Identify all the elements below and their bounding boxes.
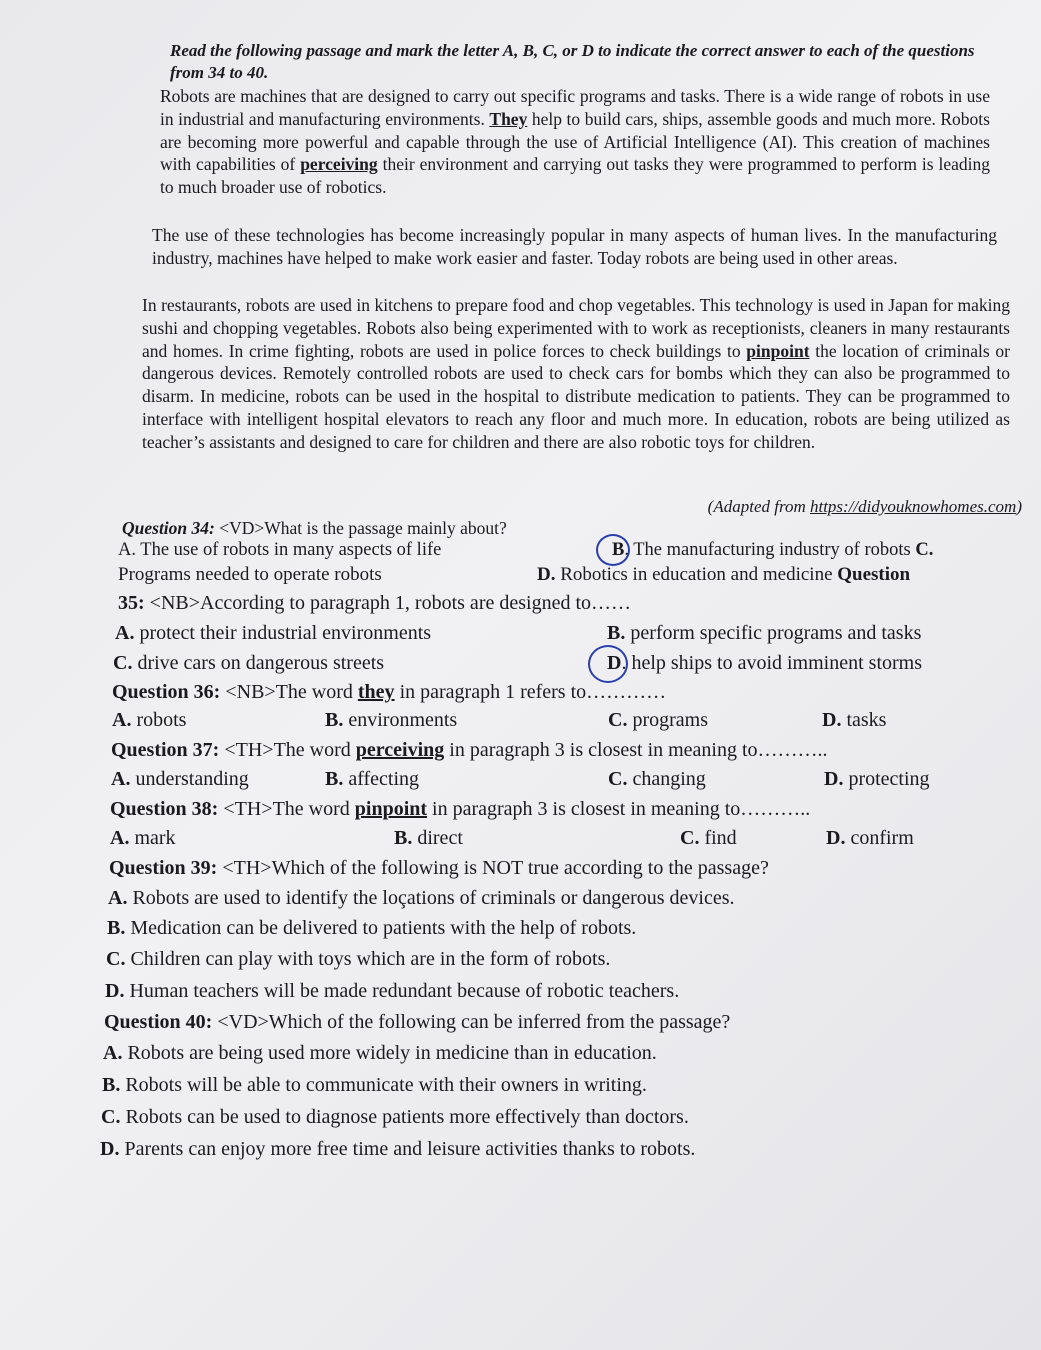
q35-c-text: drive cars on dangerous streets (132, 652, 385, 674)
q40-a-letter: A. (103, 1042, 123, 1064)
p1-text-c: their environment and carrying out tasks they were programmed to perform is leading to much broader use of robotics. (160, 154, 990, 198)
q36-d-letter: D. (822, 709, 842, 731)
q36-c-letter: C. (608, 709, 628, 731)
p3-text-a: In restaurants, robots are used in kitchens to prepare food and chop vegetables. This technology is used in Japan for making sushi and chopping vegetables. Robots also being experimented with to work as receptionists, cleaners in many restaurants and homes. In crime fighting, robots are used in police forces to check buildings to (142, 295, 1010, 361)
q34-option-b[interactable] (612, 537, 933, 563)
q34-b-letter: B (612, 540, 625, 560)
q39-c-letter: C. (106, 948, 126, 970)
q35-option-d[interactable] (607, 650, 922, 676)
q39-c-text: Children can play with toys which are in the form of robots. (125, 948, 611, 970)
q35-option-b[interactable] (607, 620, 921, 646)
q37-label: Question 37: (111, 739, 220, 761)
q36-c-text: programs (627, 709, 708, 731)
q37-b-text: affecting (343, 768, 420, 790)
passage-paragraph-2: The use of these technologies has become increasingly popular in many aspects of human lives. In the manufacturing industry, machines have helped to make work easier and faster. Today robots are being used in other areas. (152, 225, 997, 268)
q36-a-text: robots (131, 709, 187, 731)
q36-option-c[interactable] (608, 707, 708, 733)
q40-d-letter: D. (100, 1138, 120, 1160)
q38-label: Question 38: (110, 798, 219, 820)
q40-b-text: Robots will be able to communicate with their owners in writing. (120, 1074, 647, 1096)
q36-option-d[interactable] (822, 707, 886, 733)
question-36 (112, 679, 666, 705)
q38-word: pinpoint (354, 798, 428, 820)
p1-text-b: help to build cars, ships, assemble goods and much more. Robots are becoming more powerful and capable through the use of Artificial Intelligence (AI). This creation of machines with capabilities of (160, 108, 990, 175)
q40-c-letter: C. (101, 1106, 121, 1128)
q40-c-text: Robots can be used to diagnose patients more effectively than doctors. (120, 1106, 689, 1128)
q38-d-letter: D. (826, 827, 846, 849)
q35-b-text: perform specific programs and tasks (625, 622, 922, 644)
q35-option-a[interactable] (115, 620, 431, 646)
q40-option-c[interactable] (101, 1104, 689, 1130)
q34-label: Question 34: (122, 518, 215, 538)
q39-option-c[interactable] (106, 946, 610, 972)
q39-option-b[interactable] (107, 915, 636, 941)
q40-option-a[interactable] (103, 1040, 657, 1066)
q37-option-d[interactable] (824, 766, 930, 792)
q34-c-letter: C. (915, 540, 934, 560)
q40-a-text: Robots are being used more widely in medicine than in education. (122, 1042, 657, 1064)
q37-stem-b: in paragraph 3 is closest in meaning to……….. (444, 739, 828, 761)
q39-b-letter: B. (107, 917, 126, 939)
q38-stem-b: in paragraph 3 is closest in meaning to……….. (427, 798, 811, 820)
q35-label-b: 35: (118, 592, 145, 614)
question-35 (118, 590, 631, 616)
q37-a-text: understanding (130, 768, 249, 790)
q36-option-b[interactable] (325, 707, 457, 733)
p3-text-b: the location of criminals or dangerous devices. Remotely controlled robots are used to check cars for bombs which they can also be programmed to disarm. In medicine, robots can be used in the hospital to distribute medication to patients. They can be programmed to interface with intelligent hospital elevators to reach any floor and much more. In education, robots are being utilized as teacher’s assistants and designed to care for children and there are also robotic toys for children. (142, 340, 1010, 452)
q34-option-a[interactable]: A. The use of robots in many aspects of life (118, 540, 442, 560)
q37-b-letter: B. (325, 768, 344, 790)
q34-d-text: Robotics in education and medicine (555, 564, 833, 585)
q39-label: Question 39: (109, 857, 218, 879)
q35-label-a: Question (837, 564, 911, 585)
q34-option-c[interactable]: Programs needed to operate robots (118, 564, 382, 585)
q34-b-text: . The manufacturing industry of robots (624, 540, 911, 560)
q36-a-letter: A. (112, 709, 132, 731)
q38-a-letter: A. (110, 827, 130, 849)
q38-b-letter: B. (394, 827, 413, 849)
q39-stem: <TH>Which of the following is NOT true according to the passage? (217, 857, 769, 879)
question-38 (110, 796, 810, 822)
q34-stem: <VD>What is the passage mainly about? (214, 518, 507, 538)
q35-d-text: . help ships to avoid imminent storms (621, 652, 922, 674)
q36-b-letter: B. (325, 709, 344, 731)
q40-b-letter: B. (102, 1074, 121, 1096)
q39-d-letter: D. (105, 980, 125, 1002)
passage-paragraph-3 (142, 294, 1010, 454)
q39-option-d[interactable] (105, 978, 679, 1004)
q38-option-a[interactable] (110, 825, 176, 851)
q38-c-letter: C. (680, 827, 700, 849)
q35-b-letter: B. (607, 622, 626, 644)
q34-d-letter: D. (537, 564, 556, 585)
q40-stem: <VD>Which of the following can be inferred from the passage? (212, 1011, 731, 1033)
q37-d-text: protecting (843, 768, 930, 790)
p1-text-a: Robots are machines that are designed to carry out specific programs and tasks. There is a wide range of robots in use in industrial and manufacturing environments. (160, 86, 990, 129)
q38-a-text: mark (129, 827, 176, 849)
q39-a-letter: A. (108, 887, 128, 909)
q35-d-letter: D (607, 652, 622, 674)
q34-option-d[interactable] (537, 562, 910, 588)
q38-option-c[interactable] (680, 825, 737, 851)
q36-word: they (357, 681, 395, 703)
q38-b-text: direct (412, 827, 463, 849)
question-37 (111, 737, 828, 763)
question-40 (104, 1009, 730, 1035)
q37-option-c[interactable] (608, 766, 706, 792)
q37-stem-a: <TH>The word (219, 739, 356, 761)
q40-label: Question 40: (104, 1011, 213, 1033)
underlined-word-pinpoint: pinpoint (746, 340, 810, 361)
q38-stem-a: <TH>The word (218, 798, 355, 820)
instruction-text: Read the following passage and mark the letter A, B, C, or D to indicate the correct answer to each of the questions from 34 to 40. (170, 41, 975, 82)
q39-a-text: Robots are used to identify the loçations of criminals or dangerous devices. (127, 887, 735, 909)
q38-option-d[interactable] (826, 825, 914, 851)
q39-b-text: Medication can be delivered to patients with the help of robots. (125, 917, 637, 939)
q36-d-text: tasks (841, 709, 887, 731)
q39-option-a[interactable] (108, 885, 735, 911)
source-suffix: ) (1016, 497, 1022, 516)
q40-d-text: Parents can enjoy more free time and leisure activities thanks to robots. (119, 1138, 696, 1160)
underlined-word-they: They (489, 108, 528, 129)
answer-circle-q35 (588, 645, 628, 683)
q37-option-a[interactable] (111, 766, 249, 792)
q37-option-b[interactable] (325, 766, 419, 792)
q35-c-letter: C. (113, 652, 133, 674)
question-39 (109, 855, 769, 881)
q40-option-b[interactable] (102, 1072, 647, 1098)
q35-stem: <NB>According to paragraph 1, robots are designed to…… (144, 592, 631, 614)
q37-word: perceiving (355, 739, 445, 761)
source-prefix: (Adapted from (707, 497, 810, 516)
q36-stem-a: <NB>The word (220, 681, 358, 703)
q38-c-text: find (699, 827, 737, 849)
q37-d-letter: D. (824, 768, 844, 790)
q35-a-text: protect their industrial environments (134, 622, 432, 644)
q38-option-b[interactable] (394, 825, 463, 851)
q37-a-letter: A. (111, 768, 131, 790)
q36-label: Question 36: (112, 681, 221, 703)
q38-d-text: confirm (845, 827, 914, 849)
source-link[interactable]: https://didyouknowhomes.com (809, 497, 1017, 516)
q39-d-text: Human teachers will be made redundant because of robotic teachers. (124, 980, 680, 1002)
q36-b-text: environments (343, 709, 458, 731)
passage-paragraph-1 (160, 85, 990, 199)
q36-stem-b: in paragraph 1 refers to………… (394, 681, 667, 703)
q37-c-letter: C. (608, 768, 628, 790)
q40-option-d[interactable] (100, 1136, 695, 1162)
q35-option-c[interactable] (113, 650, 384, 676)
q36-option-a[interactable] (112, 707, 186, 733)
q35-a-letter: A. (115, 622, 135, 644)
underlined-word-perceiving: perceiving (300, 154, 378, 175)
source-citation (590, 497, 1022, 517)
q37-c-text: changing (627, 768, 706, 790)
